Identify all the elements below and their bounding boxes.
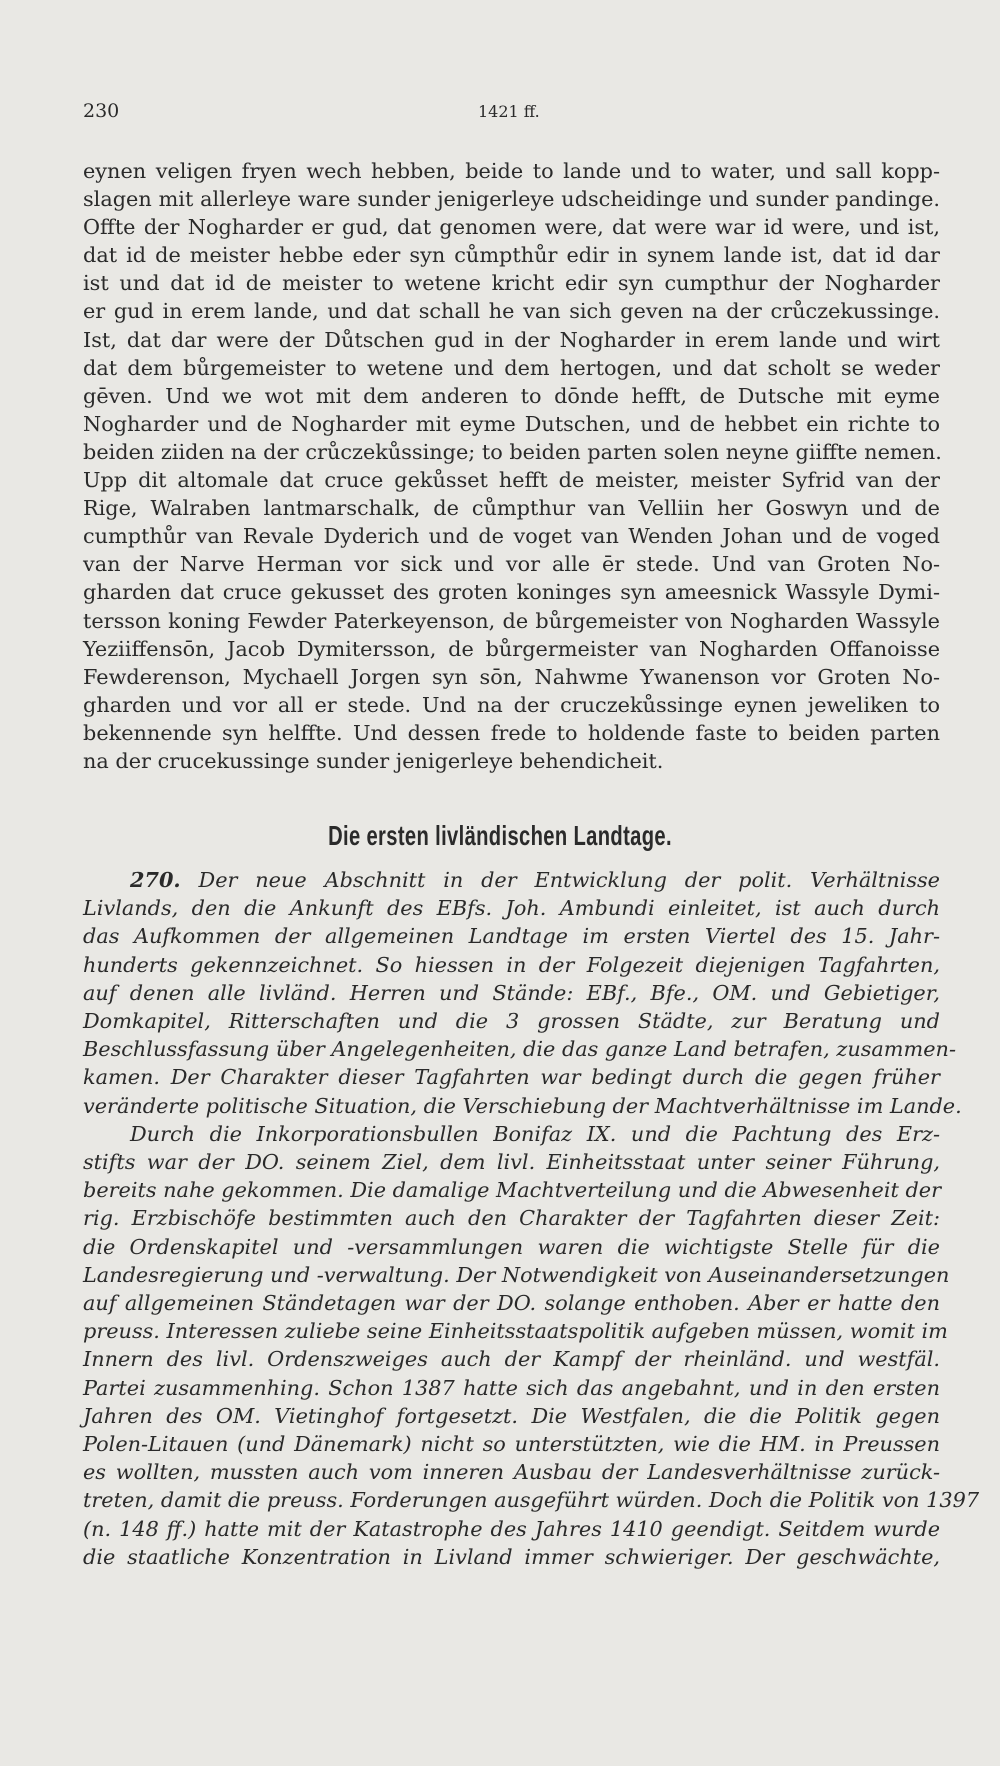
text-line: Upp dit altomale dat cruce gekůsset hefft de meister, meister Syfrid van der xyxy=(83,468,940,493)
text-line: hunderts gekennzeichnet. So hiessen in der Folgezeit diejenigen Tagfahrten, xyxy=(83,952,940,977)
text-line: Beschlussfassung über Angelegenheiten, die das ganze Land betrafen, zusammen- xyxy=(83,1037,956,1062)
text-line: Nogharder und de Nogharder mit eyme Dutschen, und de hebbet ein richte to xyxy=(83,411,940,436)
page-header xyxy=(83,100,940,130)
paragraph-number: 270. xyxy=(130,867,181,892)
text-line: eynen veligen fryen wech hebben, beide to lande und to water, und sall kopp- xyxy=(83,159,940,183)
text-line: gēven. Und we wot mit dem anderen to dōnde hefft, de Dutsche mit eyme xyxy=(83,383,940,408)
text-line: Yeziiffensōn, Jacob Dymitersson, de bůrgermeister van Nogharden Offanoisse xyxy=(83,636,940,661)
running-title: 1421 ff. xyxy=(478,102,540,121)
text-line: das Aufkommen der allgemeinen Landtage im ersten Viertel des 15. Jahr- xyxy=(83,924,940,949)
text-line: bekennende syn helffte. Und dessen frede to holdende faste to beiden parten xyxy=(83,720,940,745)
text-line: er gud in erem lande, und dat schall he van sich geven na der crůczekussinge. xyxy=(83,299,940,324)
text-line: auf allgemeinen Ständetagen war der DO. solange enthoben. Aber er hatte den xyxy=(83,1291,940,1316)
text-line: slagen mit allerleye ware sunder jenigerleye udscheidinge und sunder pandinge. xyxy=(83,187,940,212)
text-line: kamen. Der Charakter dieser Tagfahrten war bedingt durch die gegen früher xyxy=(83,1065,940,1090)
text-line: es wollten, mussten auch vom inneren Ausbau der Landesverhältnisse zurück- xyxy=(83,1460,940,1485)
text-line: gharden und vor all er stede. Und na der cruczekůssinge eynen jeweliken to xyxy=(83,692,940,717)
text-line: cumpthůr van Revale Dyderich und de voget van Wenden Johan und de voged xyxy=(83,524,940,549)
text-line: Domkapitel, Ritterschaften und die 3 grossen Städte, zur Beratung und xyxy=(83,1009,940,1034)
text-line: gharden dat cruce gekusset des groten koninges syn ameesnick Wassyle Dymi- xyxy=(83,580,940,605)
text-line: rig. Erzbischöfe bestimmten auch den Charakter der Tagfahrten dieser Zeit: xyxy=(83,1206,940,1231)
text-line: dat dem bůrgemeister to wetene und dem hertogen, und dat scholt se weder xyxy=(83,355,940,380)
text-line: van der Narve Herman vor sick und vor alle ēr stede. Und van Groten No- xyxy=(83,552,940,577)
text-line: Durch die Inkorporationsbullen Bonifaz IX. und die Pachtung des Erz- xyxy=(130,1121,940,1146)
text-line: ist und dat id de meister to wetene kricht edir syn cumpthur der Nogharder xyxy=(83,271,940,296)
text-line: treten, damit die preuss. Forderungen ausgeführt würden. Doch die Politik von 1397 xyxy=(83,1488,980,1513)
text-line: beiden ziiden na der crůczekůssinge; to beiden parten solen neyne giiffte nemen. xyxy=(83,439,942,464)
text-line: auf denen alle livländ. Herren und Stände: EBf., Bfe., OM. und Gebietiger, xyxy=(83,980,940,1005)
text-line: Landesregierung und -verwaltung. Der Notwendigkeit von Auseinandersetzungen xyxy=(83,1262,950,1287)
page-number: 230 xyxy=(83,100,120,122)
text-line: die Ordenskapitel und -versammlungen waren die wichtigste Stelle für die xyxy=(83,1234,940,1259)
text-line: Partei zusammenhing. Schon 1387 hatte sich das angebahnt, und in den ersten xyxy=(83,1375,940,1400)
text-line: Ist, dat dar were der Důtschen gud in der Nogharder in erem lande und wirt xyxy=(83,327,940,352)
text-line: stifts war der DO. seinem Ziel, dem livl. Einheitsstaat unter seiner Führung, xyxy=(83,1150,940,1175)
text-line: Innern des livl. Ordenszweiges auch der Kampf der rheinländ. und westfäl. xyxy=(83,1347,940,1372)
text-line: tersson koning Fewder Paterkeyenson, de bůrgemeister von Nogharden Wassyle xyxy=(83,608,940,633)
text-line: die staatliche Konzentration in Livland immer schwieriger. Der geschwächte, xyxy=(83,1544,940,1569)
paragraph-first-line-text: Der neue Abschnitt in der Entwicklung der polit. Verhältnisse xyxy=(198,868,940,892)
source-text-block xyxy=(83,157,940,775)
section-title: Die ersten livländischen Landtage. xyxy=(328,820,672,851)
paragraph-first-line xyxy=(83,866,940,894)
text-line: preuss. Interessen zuliebe seine Einheitsstaatspolitik aufgeben müssen, womit im xyxy=(83,1319,948,1344)
text-line: dat id de meister hebbe eder syn cůmpthůr edir in synem lande ist, dat id dar xyxy=(83,243,940,268)
text-line: Offte der Nogharder er gud, dat genomen were, dat were war id were, und ist, xyxy=(83,215,940,240)
text-line: veränderte politische Situation, die Verschiebung der Machtverhältnisse im Lande. xyxy=(83,1093,962,1118)
text-line: na der crucekussinge sunder jenigerleye behendicheit. xyxy=(83,748,664,773)
text-line: (n. 148 ff.) hatte mit der Katastrophe des Jahres 1410 geendigt. Seitdem wurde xyxy=(83,1516,940,1541)
commentary-block xyxy=(83,866,980,1571)
text-line: Polen-Litauen (und Dänemark) nicht so unterstützten, wie die HM. in Preussen xyxy=(83,1432,940,1457)
text-line: Livlands, den die Ankunft des EBfs. Joh. Ambundi einleitet, ist auch durch xyxy=(83,896,940,921)
text-line: Jahren des OM. Vietinghof fortgesetzt. Die Westfalen, die die Politik gegen xyxy=(83,1403,940,1428)
text-line: Fewderenson, Mychaell Jorgen syn sōn, Nahwme Ywanenson vor Groten No- xyxy=(83,664,940,689)
text-line: Rige, Walraben lantmarschalk, de cůmpthur van Velliin her Goswyn und de xyxy=(83,496,940,521)
text-line: bereits nahe gekommen. Die damalige Machtverteilung und die Abwesenheit der xyxy=(83,1178,942,1203)
